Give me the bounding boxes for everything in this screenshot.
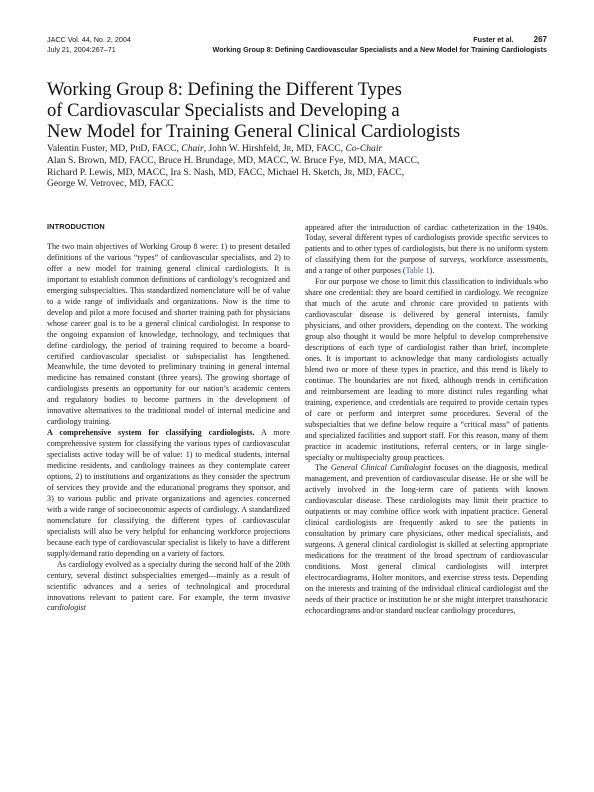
author-line: Valentin Fuster, MD, PhD, FACC, Chair, John W. Hirshfeld, Jr, MD, FACC, Co-Chair [47,143,383,154]
author-line: Alan S. Brown, MD, FACC, Bruce H. Brundage, MD, MACC, W. Bruce Fye, MD, MA, MACC, [47,154,420,166]
header-right [147,35,547,54]
running-title: Working Group 8: Defining Cardiovascular Specialists and a New Model for Training Cardiologists [212,44,547,54]
left-column [47,222,290,614]
paragraph-objectives: The two main objectives of Working Group 8 were: 1) to present detailed definitions of the various “types” of cardiovascular specialists, and 2) to offer a new model for training general clinical cardiologists. It is important to establish common definitions of cardiology’s recognized and emerging subspecialties. This standardized nomenclature will be of value to a wide range of individuals and organizations. Now is the time to develop and pilot a more focused and shorter training path for physicians whose career goal is to be a general clinical cardiologist. In response to the ongoing expansion of knowledge, technology, and techniques that define cardiology, the period of training required to become a board-certified cardiovascular specialist or subspecialist has lengthened. Meanwhile, the time devoted to preliminary training in general internal medicine has remained constant (three years). The growing shortage of cardiologists presents an opportunity for our nation’s academic centers and regulatory bodies to become partners in the development of innovative alternatives to the traditional model of internal medicine and cardiology training. [47,242,290,427]
article-title [47,79,547,142]
journal-date-pages: July 21, 2004:267–71 [47,44,116,54]
cochair-role: Co-Chair [345,143,383,154]
section-heading-introduction: INTRODUCTION [47,222,105,231]
title-line: Working Group 8: Defining the Different Types [47,79,402,100]
paragraph-history-cont: appeared after the introduction of cardiac catheterization in the 1940s. Today, several different types of cardiologists provide specific services to patients and to other types of cardiologists, but there is no uniform system of classifying them for the purpose of surveys, workforce assessments, and a range of other purposes (Table 1). [305,222,548,276]
journal-volume: JACC Vol. 44, No. 2, 2004 [47,35,131,44]
runin-heading: A comprehensive system for classifying cardiologists. [47,428,255,438]
paragraph-purpose: For our purpose we chose to limit this classification to individuals who share one credential: they are board certified in cardiology. We recognize that much of the acute and chronic care provided to patients with cardiovascular disease is delivered by general internists, family physicians, and other providers, depending on the context. The working group also thought it would be more helpful to develop comprehensive descriptions of each type of cardiologist rather than brief, incomplete ones. It is important to acknowledge that many cardiologists actually blend two or more of these types in practice, and this trend is likely to continue. The boundaries are not fixed, although trends in certification and reimbursement are leading to more distinct rules regarding what training, experience, and credentials are required to provide certain types of care or perform and interpret some procedures. Several of the subspecialties that we define below require a “critical mass” of patients and specialized facilities and support staff. For this reason, many of them practice in academic institutions, referral centers, or in large single-specialty or multispecialty group practices. [305,277,548,462]
paragraph-general-clinical: The General Clinical Cardiologist focuses on the diagnosis, medical management, and prevention of cardiovascular disease. He or she will be actively involved in the long-term care of patients with known cardiovascular disease. These cardiologists may limit their practice to outpatients or may combine office work with inpatient practice. General clinical cardiologists are frequently asked to see the patients in consultation by primary care physicians, other medical specialists, and surgeons. A general clinical cardiologist is skilled at selecting appropriate medications for the treatment of the broad spectrum of cardiovascular conditions. Most general clinical cardiologists will interpret electrocardiograms, Holter monitors, and exercise stress tests. Depending on the interests and training of the individual clinical cardiologist and the needs of their practice or institution he or she might interpret transthoracic echocardiograms and/or standard nuclear cardiology procedures, [305,463,548,615]
author-list [47,143,547,190]
author-line: Richard P. Lewis, MD, MACC, Ira S. Nash, MD, FACC, Michael H. Sketch, Jr, MD, FACC, [47,166,405,178]
right-column [305,223,548,617]
term-general-clinical-cardiologist: General Clinical Cardiologist [330,463,431,473]
journal-citation [47,35,157,54]
header-author: Fuster et al. [473,35,514,44]
paragraph-history: As cardiology evolved as a specialty during the second half of the 20th century, several distinct subspecialties emerged—mainly as a result of scientific advances and a series of technological and procedural innovations relevant to patient care. For example, the term invasive cardiologist [47,559,290,613]
title-line: New Model for Training General Clinical Cardiologists [47,121,461,142]
term-invasive-cardiologist: invasive cardiologist [47,592,290,613]
author-line: George W. Vetrovec, MD, FACC [47,178,174,190]
title-line: of Cardiovascular Specialists and Developing a [47,100,400,121]
chair-role: Chair [181,143,204,154]
table-1-link[interactable]: Table 1 [405,266,430,276]
page-number: 267 [533,35,547,44]
paragraph-classification: A comprehensive system for classifying cardiologists. A more comprehensive system for classifying the various types of cardiovascular specialists active today will be of value: 1) to medical students, internal medicine residents, and cardiology trainees as they contemplate career options, 2) to institutions and organizations as they consider the spectrum of services they provide and the educational programs they sponsor, and 3) to various public and private organizations and agencies concerned with a wide range of socioeconomic aspects of cardiology. A standardized nomenclature for classifying the different types of cardiovascular specialists will also be very helpful for enhancing workforce projections because each type of cardiovascular specialist is likely to have a different supply/demand ratio depending on a variety of factors. [47,428,290,558]
